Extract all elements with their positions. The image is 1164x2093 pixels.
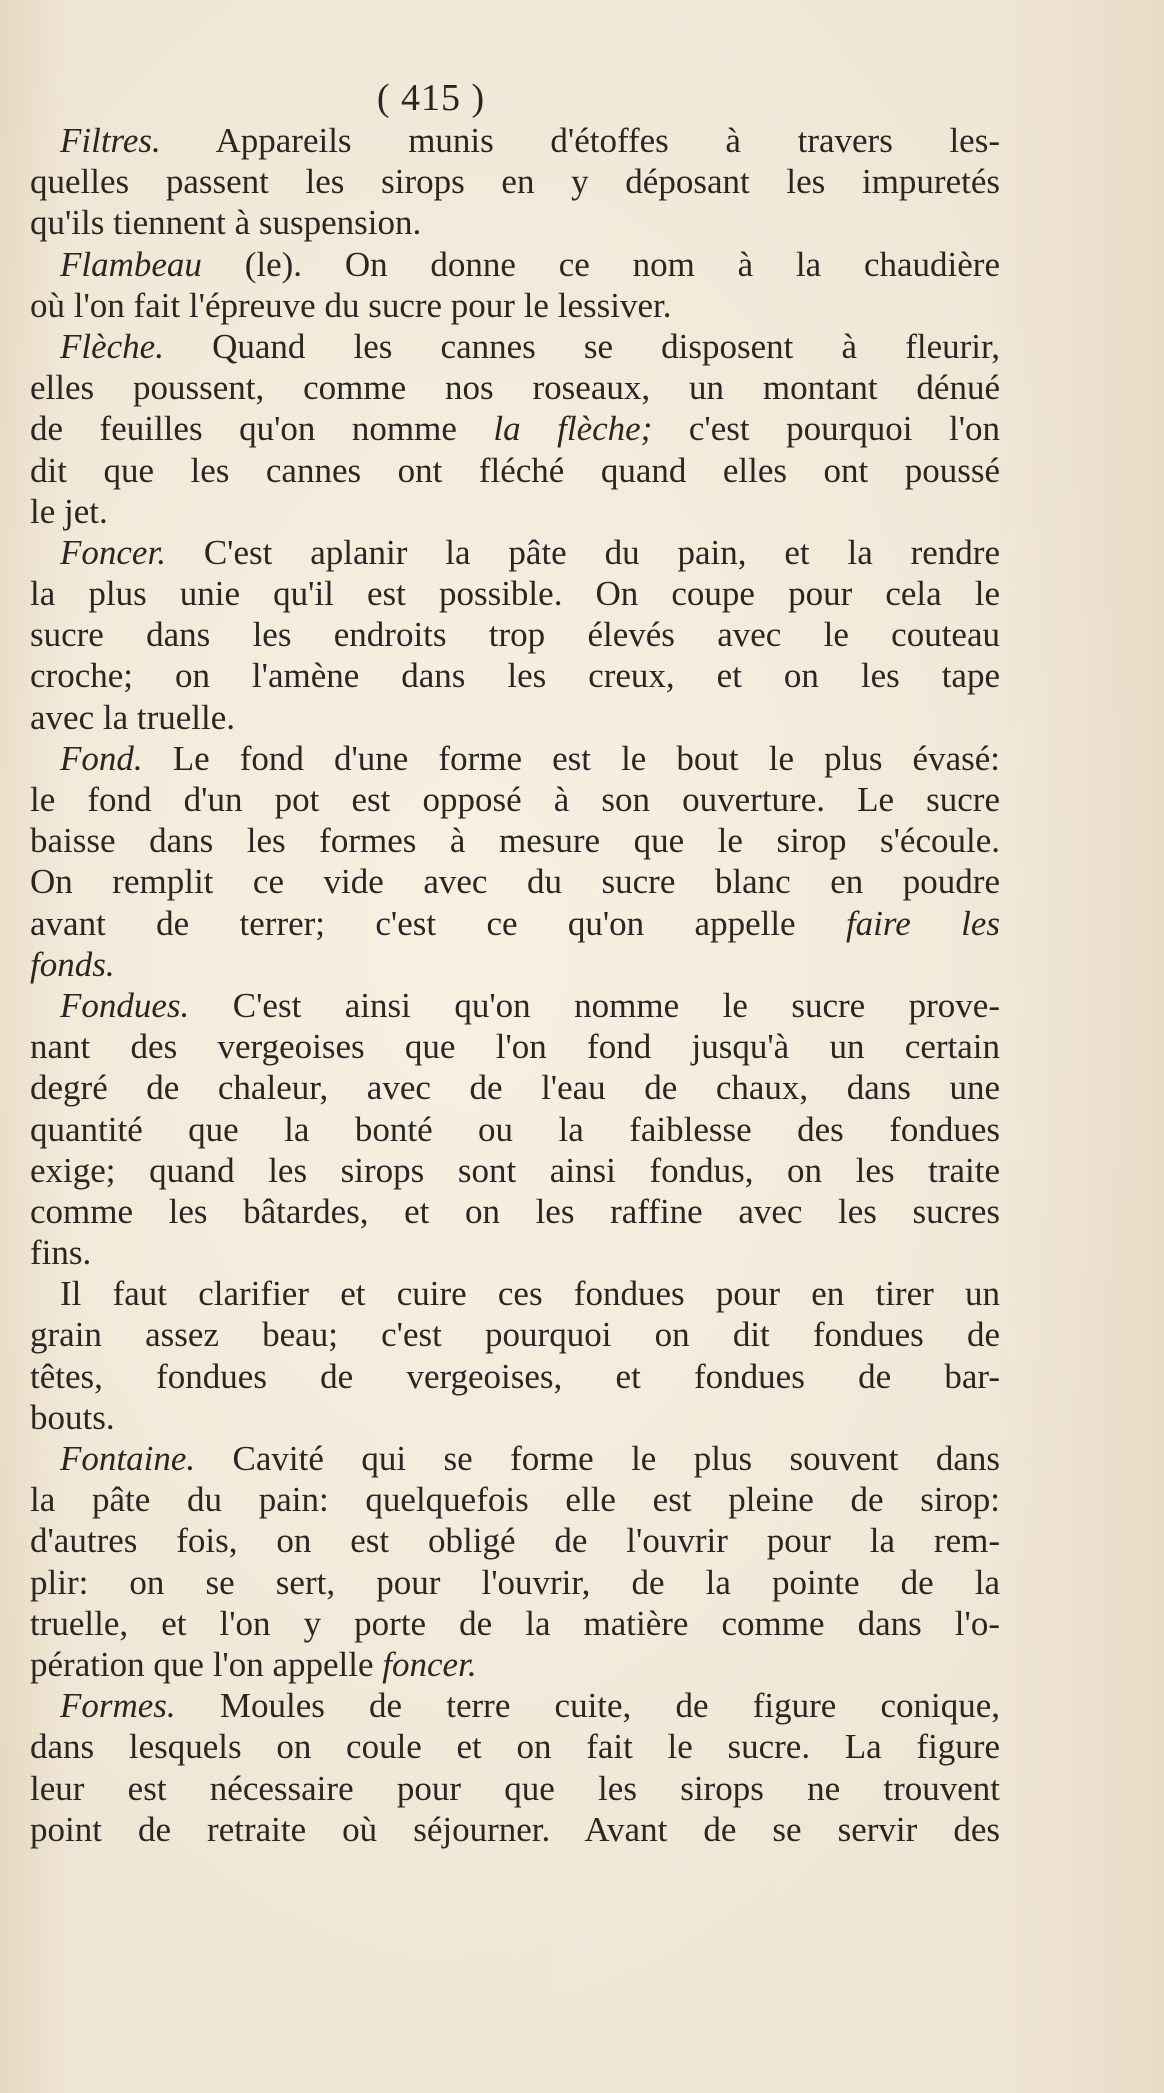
entry-term: Filtres. [60,121,161,160]
line-text: qu'ils tiennent à suspension. [30,203,422,243]
text-line [30,1603,1000,1644]
entry-first-line [30,1685,1000,1726]
line-text: grain assez beau; c'est pourquoi on dit fondues de [30,1315,1000,1355]
line-text: où l'on fait l'épreuve du sucre pour le lessiver. [30,285,672,325]
text-line [30,1644,1000,1685]
entry-first-line [30,532,1000,573]
line-text: Appareils munis d'étoffes à travers les- [160,121,1000,160]
line-text: pération que l'on appelle [30,1644,383,1684]
line-text: C'est ainsi qu'on nomme le sucre prove- [189,985,1000,1025]
entry-term: Fontaine. [60,1439,196,1478]
line-text: d'autres fois, on est obligé de l'ouvrir pour la rem- [30,1521,1000,1561]
entry-term: Formes. [60,1686,176,1726]
entry-term: Fond. [60,738,143,778]
line-text: (le). On donne ce nom à la chaudière [201,244,1000,284]
line-text: point de retraite où séjourner. Avant de se servir des [30,1809,1000,1849]
line-text: elles poussent, comme nos roseaux, un montant dénué [30,368,1000,408]
line-text: têtes, fondues de vergeoises, et fondues de bar- [30,1356,1000,1396]
text-line [30,450,1000,491]
text-line [30,408,1000,449]
line-text: Quand les cannes se disposent à fleurir, [163,326,1000,366]
text-line [30,1109,1000,1150]
line-text: le fond d'un pot est opposé à son ouverture. Le sucre [30,780,1000,819]
entry-term: Flambeau [60,244,202,284]
text-line [30,1314,1000,1355]
entry-first-line [30,1438,1000,1479]
line-text: quelles passent les sirops en y déposant les impuretés [30,162,1000,202]
text-line [30,1726,1000,1767]
text-line [30,697,1000,738]
line-text: Moules de terre cuite, de figure conique, [175,1686,1000,1726]
text-line [30,202,1000,243]
text-line [30,1026,1000,1067]
line-text: truelle, et l'on y porte de la matière comme dans l'o- [30,1603,1000,1643]
entry-term: Foncer. [60,532,166,572]
text-line [30,655,1000,696]
line-text: comme les bâtardes, et on les raffine avec les sucres [30,1191,1000,1231]
italic-phrase: foncer. [382,1644,477,1684]
line-text: plir: on se sert, pour l'ouvrir, de la pointe de la [30,1562,1000,1602]
line-text: baisse dans les formes à mesure que le sirop s'écoule. [30,821,1000,861]
line-text: quantité que la bonté ou la faiblesse des fondues [30,1109,1000,1149]
entry-term: fonds. [30,944,115,984]
italic-phrase: la flèche; [493,409,653,449]
text-line [30,903,1000,944]
text-line [30,944,1000,985]
text-line [30,1397,1000,1438]
line-text: Cavité qui se forme le plus souvent dans [195,1439,1000,1478]
dictionary-text [30,120,1000,1850]
text-line [30,614,1000,655]
line-text: c'est pourquoi l'on [652,409,1001,449]
line-text: leur est nécessaire pour que les sirops ne trouvent [30,1768,1000,1808]
entry-first-line [30,1273,1000,1314]
text-line [30,1809,1000,1850]
text-line [30,573,1000,614]
text-line [30,1356,1000,1397]
text-line [30,1232,1000,1273]
line-text: dit que les cannes ont fléché quand elles ont poussé [30,450,1000,490]
line-text: la plus unie qu'il est possible. On coupe pour cela le [30,574,1000,614]
line-text: fins. [30,1233,92,1273]
line-text: C'est aplanir la pâte du pain, et la rendre [165,532,1000,572]
line-text: la pâte du pain: quelquefois elle est pleine de sirop: [30,1480,1000,1520]
text-line [30,1520,1000,1561]
entry-first-line [30,738,1000,779]
page-number: ( 415 ) [376,77,486,119]
line-text: On remplit ce vide avec du sucre blanc en poudre [30,862,1000,902]
line-text: avant de terrer; c'est ce qu'on appelle [30,903,846,943]
line-text: dans lesquels on coule et on fait le sucre. La figure [30,1727,1000,1767]
line-text: avec la truelle. [30,697,236,737]
line-text: croche; on l'amène dans les creux, et on les tape [30,656,1000,696]
text-line [30,367,1000,408]
entry-first-line [30,326,1000,367]
entry-first-line [30,244,1000,285]
entry-first-line [30,120,1000,161]
text-line [30,491,1000,532]
line-text: le jet. [30,491,108,531]
text-line [30,861,1000,902]
text-line [30,285,1000,326]
text-line [30,1479,1000,1520]
line-text: exige; quand les sirops sont ainsi fondus, on les traite [30,1150,1000,1190]
text-line [30,779,1000,820]
line-text: bouts. [30,1397,115,1437]
text-line [30,1562,1000,1603]
text-line [30,1191,1000,1232]
line-text: sucre dans les endroits trop élevés avec le couteau [30,615,1000,655]
line-text: Il faut clarifier et cuire ces fondues pour en tirer un [60,1274,1000,1314]
entry-term: Fondues. [60,985,190,1025]
text-line [30,1067,1000,1108]
line-text: de feuilles qu'on nomme [30,409,494,449]
text-line [30,1150,1000,1191]
text-line [30,820,1000,861]
text-line [30,1768,1000,1809]
entry-first-line [30,985,1000,1026]
line-text: Le fond d'une forme est le bout le plus évasé: [142,738,1000,778]
entry-term: Flèche. [60,326,164,366]
line-text: degré de chaleur, avec de l'eau de chaux, dans une [30,1068,1000,1108]
italic-phrase: faire les [845,903,1000,943]
line-text: nant des vergeoises que l'on fond jusqu'à un certain [30,1027,1000,1067]
text-line [30,161,1000,202]
